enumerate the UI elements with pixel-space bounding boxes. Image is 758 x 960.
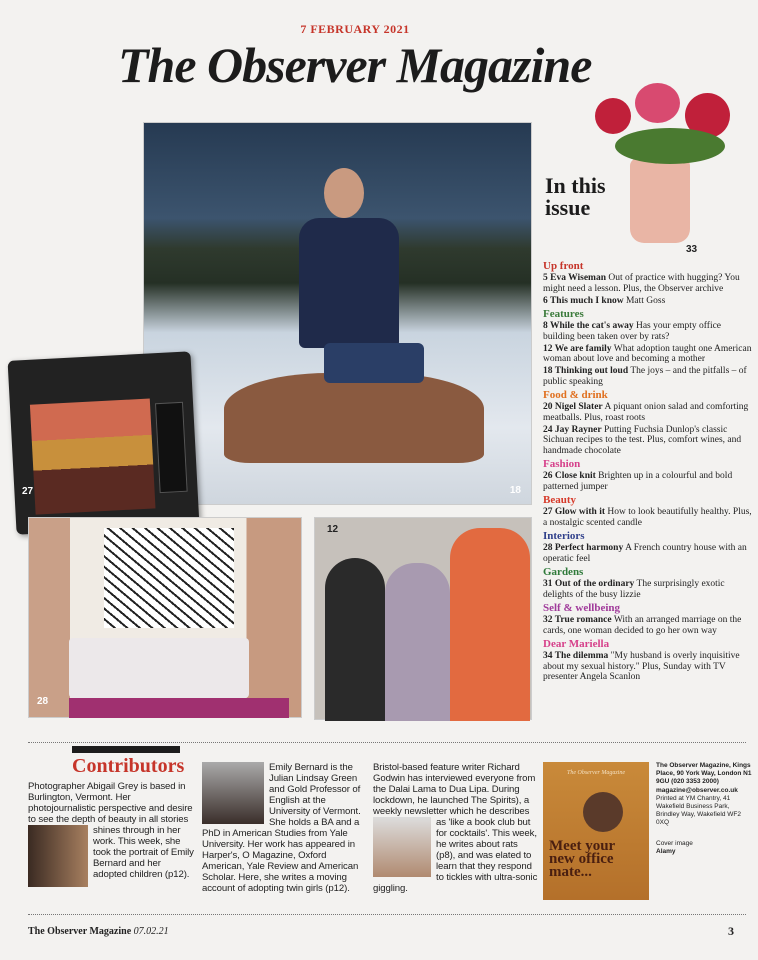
toc-section-heading: Self & wellbeing — [543, 602, 620, 614]
toc-item — [543, 296, 753, 307]
cover-masthead: The Observer Magazine — [567, 770, 625, 776]
printer: Printed at YM Chantry, 41 Wakefield Business Park, Brindley Way, Wakefield WF2 0XQ — [656, 794, 742, 827]
flowers-in-jug-image — [590, 58, 750, 248]
emily-bernard-photo — [202, 762, 264, 824]
contributor-richard-block — [373, 762, 539, 894]
toc-item-title: 31 Out of the ordinary — [543, 579, 635, 589]
page-ref-33: 33 — [686, 244, 698, 255]
toc-section — [543, 602, 753, 636]
toc-item-title: 6 This much I know — [543, 295, 624, 306]
bed — [69, 638, 249, 698]
toc-section-heading: Fashion — [543, 458, 581, 470]
toc-item-title: 26 Close knit — [543, 471, 596, 481]
toc-item-title: 12 We are family — [543, 343, 612, 354]
rug — [69, 698, 289, 718]
toc-item — [543, 344, 753, 365]
man-figure — [294, 168, 404, 468]
toc-item-desc: A piquant onion salad and comforting meatballs. Plus, roast roots — [543, 402, 749, 423]
toc-item-title: 18 Thinking out loud — [543, 366, 629, 376]
toc-item-title: 34 The dilemma — [543, 651, 609, 661]
family-photo — [314, 517, 532, 720]
toc-item-desc: Brighten up in a colourful and bold patterned jumper — [543, 471, 733, 492]
toc-item-desc: "My husband is overly inquisitive about my sexual history." Plus, Sunday with TV presenter Angela Scanlon — [543, 651, 740, 682]
girl-figure — [325, 558, 385, 721]
contributor-abigail-grey: Photographer Abigail Grey is based in Burlington, Vermont. Her photojournalistic perspective and desire to see the depth of beauty in all stories shines through in her work. This week, she took the portrait of Emily Bernard and her adopted children (p12). — [28, 781, 194, 880]
palette-brushes — [155, 402, 188, 493]
footer-date: 07.02.21 — [133, 926, 169, 937]
abigail-grey-photo — [28, 825, 88, 887]
in-this-issue-heading — [545, 175, 606, 219]
toc-section-heading: Beauty — [543, 494, 576, 506]
cover-credit-label: Cover image — [656, 839, 693, 847]
cover-headline: Meet your new office mate... — [549, 838, 615, 880]
jug — [630, 158, 690, 243]
toc-item — [543, 321, 753, 342]
toc-item — [543, 543, 753, 564]
toc-item-title: 8 While the cat's away — [543, 321, 634, 331]
toc-section-heading: Features — [543, 308, 584, 320]
head — [324, 168, 364, 218]
heading-line: issue — [545, 195, 591, 220]
contributors-bar — [72, 746, 180, 753]
toc-item — [543, 366, 753, 387]
heading-line: In this — [545, 173, 606, 198]
torso — [299, 218, 399, 348]
cover-credit: Alamy — [656, 847, 676, 855]
toc-item-desc: The joys – and the pitfalls – of public speaking — [543, 366, 747, 387]
cover-thumbnail — [543, 762, 649, 900]
toc-item-title: 20 Nigel Slater — [543, 402, 603, 412]
toc-section — [543, 494, 753, 528]
contributor-abigail-block — [28, 781, 196, 887]
toc-item — [543, 273, 753, 294]
page-ref-27: 27 — [22, 486, 34, 497]
toc-item-desc: Has your empty office building been taken over by rats? — [543, 321, 722, 342]
toc-section — [543, 638, 753, 683]
footer — [28, 926, 169, 937]
leaves — [615, 128, 725, 164]
toc-item-desc: The surprisingly exotic delights of the busy lizzie — [543, 579, 725, 600]
page-ref-28: 28 — [37, 696, 49, 707]
girl-figure — [385, 563, 450, 721]
magazine-title: The Observer Magazine — [118, 37, 592, 93]
dior-palette-image — [8, 351, 200, 534]
toc-item-title: 24 Jay Rayner — [543, 424, 602, 435]
toc-section-heading: Dear Mariella — [543, 638, 610, 650]
toc-item-desc: Out of practice with hugging? You might need a lesson. Plus, the Observer archive — [543, 273, 740, 294]
toc-section-heading: Up front — [543, 260, 584, 272]
page-ref-18: 18 — [509, 485, 521, 496]
toc-section — [543, 308, 753, 387]
toc-item — [543, 507, 753, 528]
toc-section-heading: Gardens — [543, 566, 584, 578]
flower — [635, 83, 680, 123]
bedroom-photo — [28, 517, 302, 718]
main-photo-man-on-rock — [143, 122, 532, 505]
toc-item-title: 5 Eva Wiseman — [543, 273, 606, 283]
toc-item — [543, 651, 753, 683]
toc-item — [543, 615, 753, 636]
flower — [595, 98, 631, 134]
address: The Observer Magazine, Kings Place, 90 York Way, London N1 9GU (020 3353 2000) magazine@observer.co.uk — [656, 762, 752, 794]
toc-item — [543, 425, 753, 457]
toc-item-title: 32 True romance — [543, 615, 612, 625]
toc-section-heading: Interiors — [543, 530, 585, 542]
toc-section-heading: Food & drink — [543, 389, 608, 401]
publisher-info — [656, 762, 754, 856]
toc-section — [543, 260, 753, 306]
divider — [28, 914, 746, 915]
toc-item-desc: What adoption taught one American woman about love and becoming a mother — [543, 343, 752, 364]
issue-date: 7 FEBRUARY 2021 — [300, 22, 410, 36]
divider — [28, 742, 746, 743]
wall-art — [104, 528, 234, 628]
contributors-heading: Contributors — [72, 755, 185, 777]
toc-section — [543, 530, 753, 564]
contributor-richard-godwin: Bristol-based feature writer Richard Godwin has interviewed everyone from the Dalai Lama to Dua Lipa. During lockdown, he launched The Spirits), a weekly newsletter which he describes as 'like a book club but for cocktails'. This week, he writes about rats (p8), and was elated to learn that they respond to tickles with ultra-sonic giggling. — [373, 762, 538, 894]
contributor-emily-bernard: Emily Bernard is the Julian Lindsay Green and Gold Professor of English at the University of Vermont. She holds a BA and a PhD in American Studies from Yale University. Her work has appeared in Harper's, O Magazine, Oxford American, Yale Review and American Scholar. Here, she writes a moving account of adopting twin girls (p12). — [202, 762, 361, 894]
richard-godwin-photo — [373, 817, 431, 877]
toc-item-desc: Putting Fuchsia Dunlop's classic Sichuan recipes to the test. Plus, comfort wines, and handmade chocolate — [543, 424, 742, 456]
legs — [324, 343, 424, 383]
toc-item — [543, 471, 753, 492]
table-of-contents — [543, 258, 753, 684]
toc-item — [543, 579, 753, 600]
rat-image — [583, 792, 623, 832]
palette-pans — [30, 399, 156, 515]
mother-figure — [450, 528, 530, 721]
toc-item-desc: How to look beautifully healthy. Plus, a nostalgic scented candle — [543, 507, 752, 528]
footer-title: The Observer Magazine — [28, 926, 132, 937]
toc-section — [543, 458, 753, 492]
toc-item-desc: A French country house with an operatic feel — [543, 543, 747, 564]
toc-item-title: 27 Glow with it — [543, 507, 606, 517]
toc-item — [543, 402, 753, 423]
toc-item-desc: Matt Goss — [625, 295, 666, 306]
toc-item-title: 28 Perfect harmony — [543, 543, 624, 553]
toc-section — [543, 389, 753, 456]
toc-section — [543, 566, 753, 600]
contributor-emily-block — [202, 762, 368, 894]
page-ref-12: 12 — [327, 524, 339, 535]
page-number: 3 — [728, 924, 734, 938]
toc-item-desc: With an arranged marriage on the cards, one woman decided to go her own way — [543, 615, 742, 636]
